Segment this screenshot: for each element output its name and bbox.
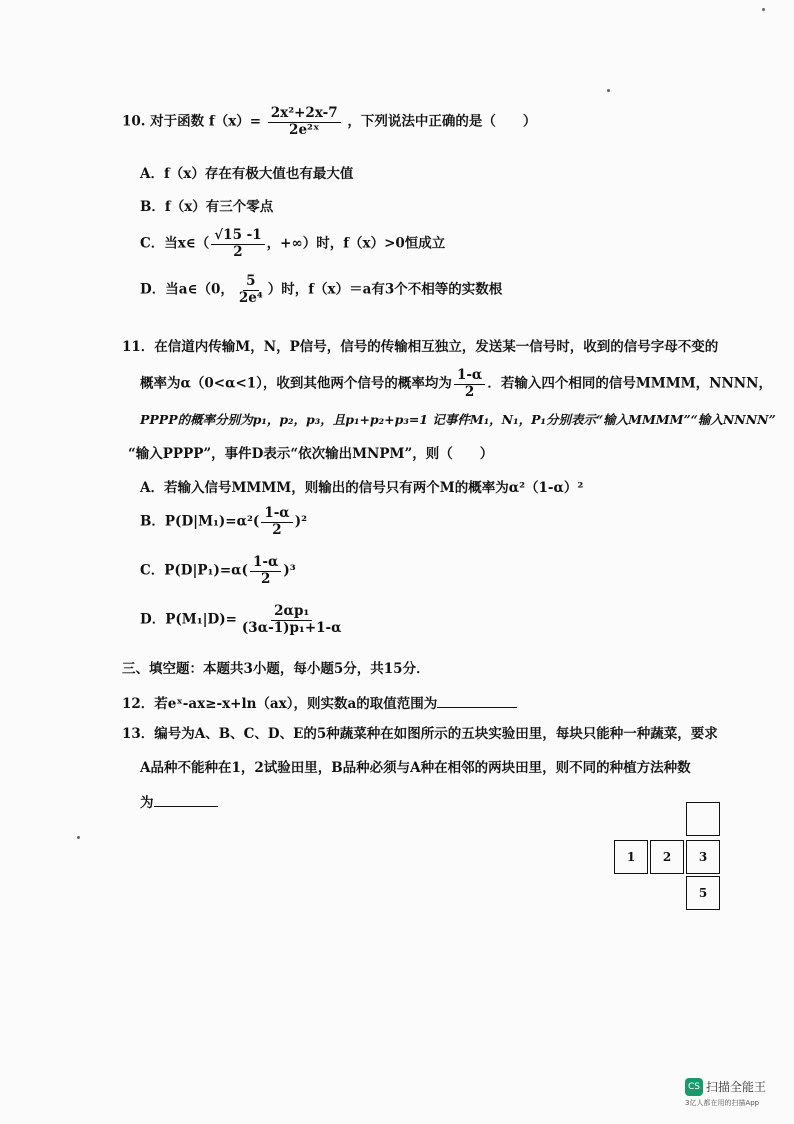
q11-option-c-num: 1-α xyxy=(250,555,281,572)
q10-option-d-head: D．当a∈（0， xyxy=(140,281,234,298)
q11-option-b-head: B．P(D|M₁)=α²( xyxy=(140,513,260,530)
camscanner-logo-icon: CS xyxy=(685,1078,703,1096)
q10-stem-text: 10. 对于函数 xyxy=(122,113,205,130)
q11-line-2 xyxy=(140,368,772,400)
q13-line-3 xyxy=(140,794,218,811)
q10-option-a: A．f（x）存在有极大值也有最大值 xyxy=(140,166,354,182)
q13-line-2: A品种不能种在1，2试验田里，B品种必须与A种在相邻的两块田里，则不同的种植方法种数 xyxy=(140,760,691,776)
q11-option-b-num: 1-α xyxy=(261,506,292,523)
q11-line-2-tail: ．若输入四个相同的信号MMMM，NNNN， xyxy=(487,375,772,392)
q10-fraction xyxy=(268,106,341,138)
q10-option-c-num: √15 -1 xyxy=(211,228,264,245)
field-cell-4 xyxy=(686,802,720,836)
q10-option-d-den: 2e⁴ xyxy=(238,289,263,306)
field-cell-2: 2 xyxy=(650,840,684,874)
q11-option-d-num: 2αp₁ xyxy=(271,604,312,621)
q11-option-b xyxy=(140,506,307,538)
q11-line-4: “输入PPPP”，事件D表示“依次输出MNPM”，则（ ） xyxy=(128,446,494,462)
field-cell-5: 5 xyxy=(686,876,720,910)
q11-option-c-head: C．P(D|P₁)=α( xyxy=(140,562,248,579)
watermark-tagline: 3亿人都在用的扫描App xyxy=(685,1098,760,1107)
q11-line-3: PPPP的概率分别为p₁，p₂，p₃，且p₁+p₂+p₃=1 记事件M₁，N₁，P₁分别表示“输入MMMM”“输入NNNN” xyxy=(140,412,776,427)
q11-line-2-den: 2 xyxy=(464,383,475,400)
q11-option-d-head: D．P(M₁|D)= xyxy=(140,611,237,628)
q10-option-c-den: 2 xyxy=(233,243,243,260)
q11-option-d-fraction xyxy=(239,604,345,636)
watermark-brand: 扫描全能王 xyxy=(706,1080,767,1094)
q10-option-d-num: 5 xyxy=(243,274,258,291)
q11-option-c-den: 2 xyxy=(260,570,271,587)
scanner-watermark xyxy=(685,1076,766,1108)
q10-option-d-fraction xyxy=(236,274,266,306)
q11-option-b-tail: )² xyxy=(294,513,308,530)
q10-option-b: B．f（x）有三个零点 xyxy=(140,199,274,215)
q10-option-d-tail: ）时，f（x）＝a有3个不相等的实数根 xyxy=(267,281,503,298)
field-cell-1: 1 xyxy=(614,840,648,874)
q12-answer-blank[interactable] xyxy=(437,695,517,708)
section-3-heading: 三、填空题：本题共3小题，每小题5分，共15分． xyxy=(122,661,430,677)
q13-line-1: 13．编号为A、B、C、D、E的5种蔬菜种在如图所示的五块实验田里，每块只能种一种蔬菜，要求 xyxy=(122,726,718,742)
q13-line-3-text: 为 xyxy=(140,795,154,811)
q12 xyxy=(122,695,517,712)
q11-option-b-fraction xyxy=(261,506,292,538)
q10-stem xyxy=(122,106,536,138)
q11-line-2-num: 1-α xyxy=(454,368,485,385)
scan-speck xyxy=(607,89,610,92)
q11-line-1: 11．在信道内传输M，N，P信号，信号的传输相互独立，发送某一信号时，收到的信号字母不变的 xyxy=(122,339,719,355)
q10-function-name: f（x）= xyxy=(208,113,262,130)
scan-speck xyxy=(77,836,80,839)
q10-option-c-head: C．当x∈（ xyxy=(140,235,210,252)
q10-option-c-tail: ，+∞）时，f（x）>0恒成立 xyxy=(266,235,446,252)
q11-option-b-den: 2 xyxy=(272,521,282,538)
field-cell-3: 3 xyxy=(686,840,720,874)
q11-option-c-tail: )³ xyxy=(283,562,296,579)
q10-frac-denominator: 2e²ˣ xyxy=(289,121,320,138)
q10-option-d xyxy=(140,274,502,306)
q10-option-c xyxy=(140,228,445,260)
q10-option-c-fraction xyxy=(211,228,264,260)
q10-frac-numerator: 2x²+2x-7 xyxy=(268,106,341,123)
q11-option-d-den: (3α-1)p₁+1-α xyxy=(241,619,342,636)
q11-line-2-head: 概率为α（0<α<1），收到其他两个信号的概率均为 xyxy=(140,375,452,392)
q10-stem-tail: ，下列说法中正确的是（ ） xyxy=(347,113,537,130)
q11-option-a: A．若输入信号MMMM，则输出的信号只有两个M的概率为α²（1-α）² xyxy=(140,480,584,496)
scan-speck xyxy=(762,8,765,11)
q11-option-c-fraction xyxy=(250,555,281,587)
q11-line-2-fraction xyxy=(454,368,485,400)
q11-option-c xyxy=(140,555,296,587)
q12-text: 12．若eˣ-ax≥-x+ln（ax），则实数a的取值范围为 xyxy=(122,696,438,712)
field-grid-diagram xyxy=(614,802,724,912)
q13-answer-blank[interactable] xyxy=(154,794,218,807)
q11-option-d xyxy=(140,604,347,636)
